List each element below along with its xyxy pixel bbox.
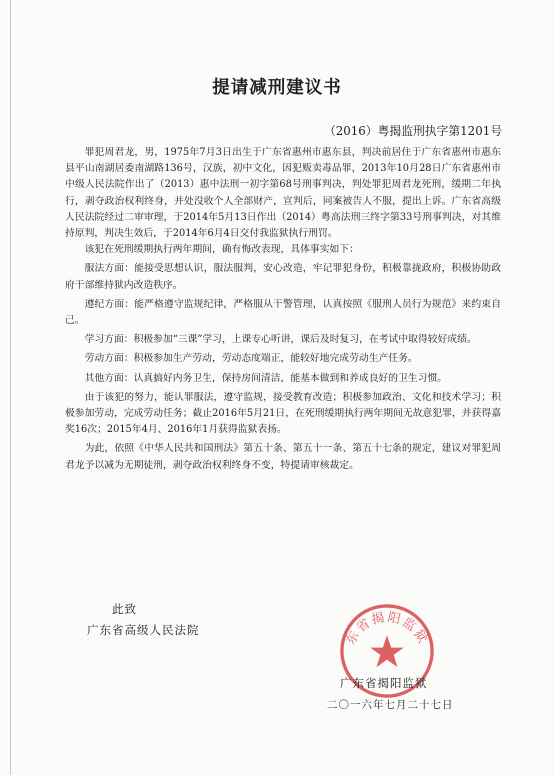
paragraph-recommendation: 为此，依照《中华人民共和国刑法》第五十条、第五十一条、第五十七条的规定，建议对罪犯周君龙予以减为无期徒刑，剥夺政治权利终身不变，特提请审核裁定。 [65,443,501,471]
paragraph-labor: 劳动方面：积极参加生产劳动，劳动态度端正，能较好地完成劳动生产任务。 [84,353,418,365]
document-title: 提请减刑建议书 [212,78,342,98]
seal-star-icon [370,635,403,667]
paragraph-criminal-background: 罪犯周君龙，男，1975年7月3日出生于广东省惠州市惠东县，判决前居住于广东省惠州市惠东县平山南湖居委南湖路136号，汉族，初中文化，因犯贩卖毒品罪，2013年10月28日广东省惠州市中级人民法院作出了（2013）惠中法刑一初字第68号刑事判决，判处罪犯周君龙死刑，缓期二年执行，剥夺政治权利终身，并处没收个人全部财产，宣判后，同案被告人不服，提出上诉。广东省高级人民法院经过二审审理，于2014年5月13日作出（2014）粤高法刑三终字第33号刑事判决，对其维持原判，判决生效后，于2014年6月4日交付我监狱执行刑罚。 [65,147,501,240]
paragraph-summary: 由于该犯的努力，能认罪服法，遵守监规，接受教育改造；积极参加政治、文化和技术学习；积极参加劳动，完成劳动任务；截止2016年5月21日，在死刑缓期执行两年期间无故意犯罪，并获得嘉奖16次；2015年4月、2016年1月获得监狱表扬。 [65,391,501,436]
document-date: 二〇一六年七月二十七日 [327,699,454,711]
paragraph-intro-facts: 该犯在死刑缓期执行两年期间，确有悔改表现，具体事实如下： [84,244,359,256]
document-body [65,145,501,474]
seal-text: 东省揭阳监狱 [343,610,431,648]
document-number: （2016）粤揭监刑执字第1201号 [323,124,502,138]
paragraph-discipline: 遵纪方面：能严格遵守监规纪律，严格服从干警管理，认真按照《服刑人员行为规范》来约束自己。 [65,298,501,327]
page-edge-line [10,0,11,775]
paragraph-law-obedience: 服法方面：能接受思想认识，服法服判，安心改造，牢记罪犯身份，积极靠拢政府，积极协助政府干部维持狱内改造秩序。 [65,263,501,291]
signing-organization: 广东省揭阳监狱 [340,676,428,690]
paragraph-study: 学习方面：积极参加“三课”学习，上课专心听讲，课后及时复习，在考试中取得较好成绩。 [84,334,477,346]
paragraph-other: 其他方面：认真搞好内务卫生，保持房间清洁，能基本做到和养成良好的卫生习惯。 [84,372,448,384]
closing-recipient: 广东省高级人民法院 [87,623,200,637]
closing-salutation: 此致 [112,602,137,616]
